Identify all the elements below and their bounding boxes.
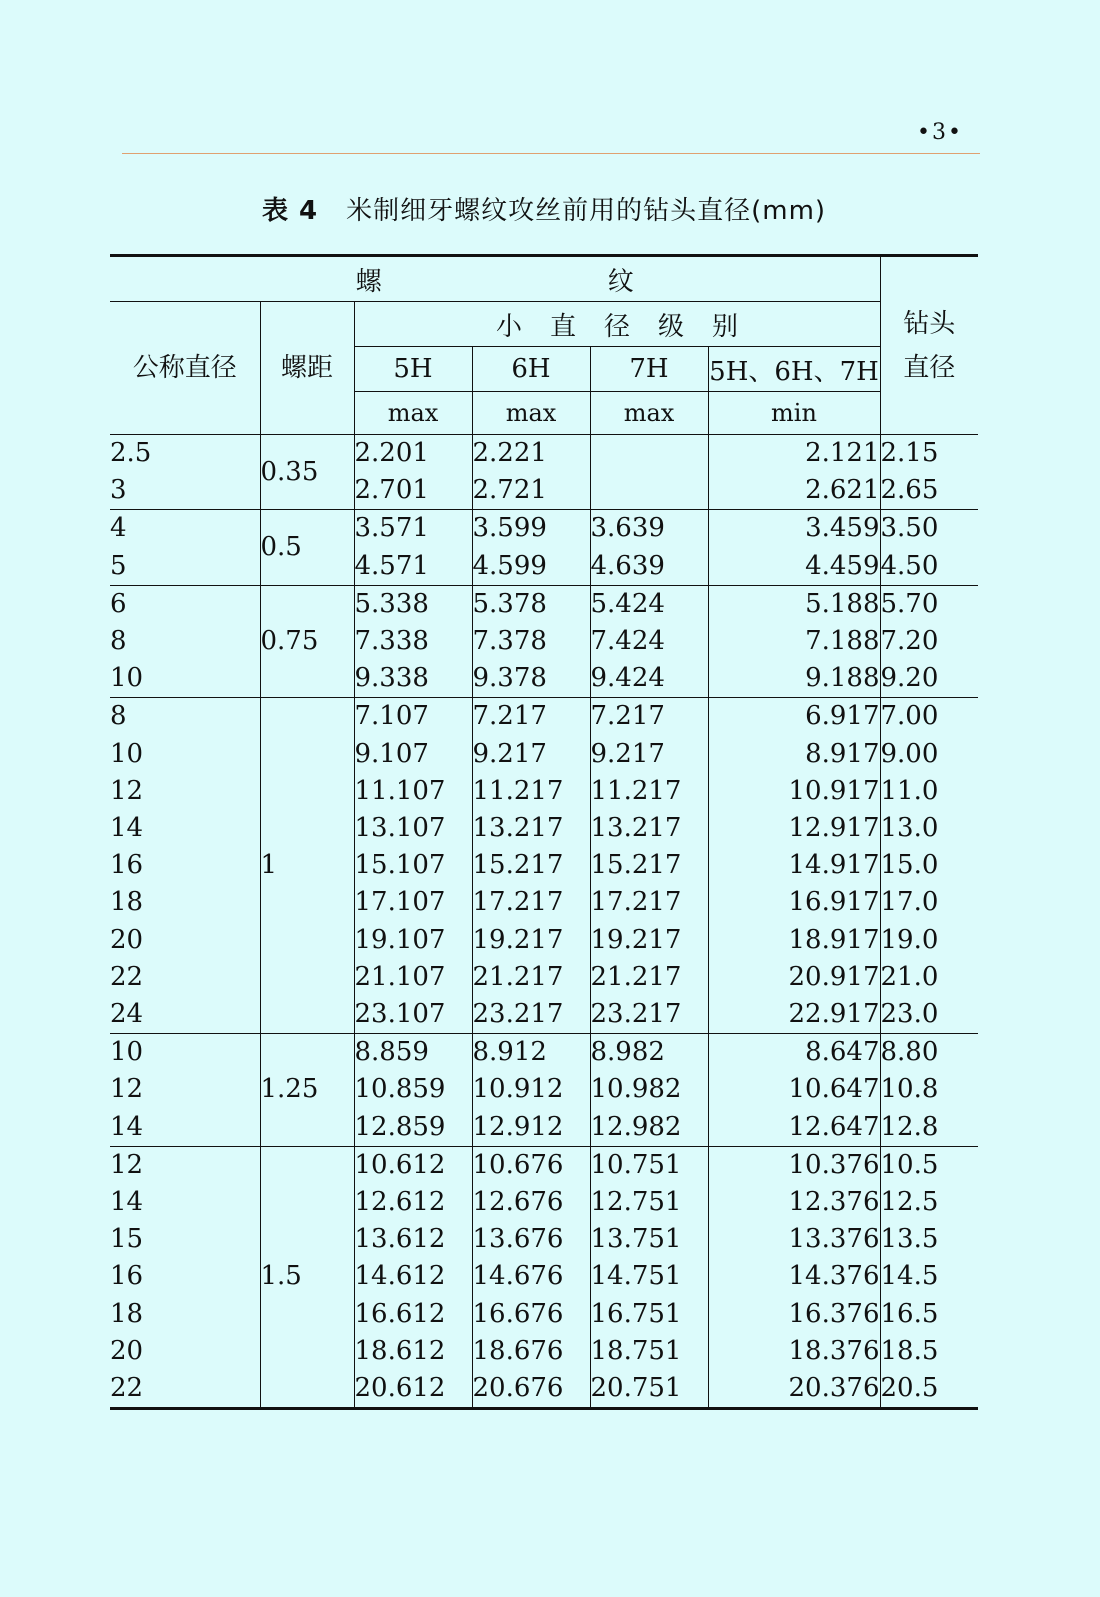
nominal-cell: 10 bbox=[110, 660, 260, 698]
grade-7h-cell: 18.751 bbox=[590, 1333, 708, 1370]
grade-7h-cell: 8.982 bbox=[590, 1034, 708, 1072]
grade-7h-cell: 12.751 bbox=[590, 1184, 708, 1221]
grade-5h-cell: 11.107 bbox=[354, 773, 472, 810]
table-row bbox=[110, 510, 978, 548]
drill-cell: 16.5 bbox=[880, 1296, 978, 1333]
table-row bbox=[110, 810, 978, 847]
pitch-group bbox=[110, 1146, 978, 1408]
min-cell: 12.917 bbox=[708, 810, 880, 847]
min-cell: 20.917 bbox=[708, 959, 880, 996]
grade-6h-cell: 5.378 bbox=[472, 585, 590, 623]
drill-cell: 7.20 bbox=[880, 623, 978, 660]
drill-cell: 10.5 bbox=[880, 1146, 978, 1184]
pitch-cell: 1.5 bbox=[260, 1146, 354, 1408]
limit-all-min: min bbox=[708, 392, 880, 435]
grade-6h-cell: 2.721 bbox=[472, 472, 590, 510]
nominal-cell: 14 bbox=[110, 810, 260, 847]
grade-5h-cell: 5.338 bbox=[354, 585, 472, 623]
grade-5h-cell: 9.338 bbox=[354, 660, 472, 698]
min-cell: 3.459 bbox=[708, 510, 880, 548]
pitch-cell: 1 bbox=[260, 698, 354, 1034]
table-row bbox=[110, 435, 978, 473]
table-row bbox=[110, 884, 978, 921]
nominal-cell: 20 bbox=[110, 1333, 260, 1370]
pitch-group bbox=[110, 698, 978, 1034]
drill-cell: 13.0 bbox=[880, 810, 978, 847]
min-cell: 4.459 bbox=[708, 548, 880, 586]
table-row bbox=[110, 1109, 978, 1147]
pitch-cell: 0.5 bbox=[260, 510, 354, 585]
drill-cell: 12.5 bbox=[880, 1184, 978, 1221]
min-cell: 10.376 bbox=[708, 1146, 880, 1184]
grade-6h-cell: 8.912 bbox=[472, 1034, 590, 1072]
grade-7h-cell: 13.751 bbox=[590, 1221, 708, 1258]
grade-5h-cell: 19.107 bbox=[354, 922, 472, 959]
nominal-cell: 10 bbox=[110, 1034, 260, 1072]
nominal-cell: 2.5 bbox=[110, 435, 260, 473]
grade-5h-cell: 16.612 bbox=[354, 1296, 472, 1333]
table-row bbox=[110, 698, 978, 736]
grade-5h-cell: 12.612 bbox=[354, 1184, 472, 1221]
drill-cell: 4.50 bbox=[880, 548, 978, 586]
table-row bbox=[110, 585, 978, 623]
nominal-cell: 18 bbox=[110, 884, 260, 921]
grade-5h-cell: 18.612 bbox=[354, 1333, 472, 1370]
min-cell: 16.917 bbox=[708, 884, 880, 921]
pitch-cell: 0.75 bbox=[260, 585, 354, 698]
grade-6h-cell: 2.221 bbox=[472, 435, 590, 473]
min-cell: 5.188 bbox=[708, 585, 880, 623]
grade-7h-cell bbox=[590, 472, 708, 510]
grade-7h-cell: 5.424 bbox=[590, 585, 708, 623]
table-number: 表 4 bbox=[261, 196, 319, 226]
grade-5h-cell: 8.859 bbox=[354, 1034, 472, 1072]
nominal-cell: 18 bbox=[110, 1296, 260, 1333]
nominal-cell: 15 bbox=[110, 1221, 260, 1258]
nominal-cell: 3 bbox=[110, 472, 260, 510]
table-row bbox=[110, 773, 978, 810]
table-row bbox=[110, 959, 978, 996]
grade-5h-cell: 20.612 bbox=[354, 1370, 472, 1409]
drill-cell: 5.70 bbox=[880, 585, 978, 623]
min-cell: 2.621 bbox=[708, 472, 880, 510]
thread-group-header bbox=[110, 256, 880, 302]
grade-5h-cell: 15.107 bbox=[354, 847, 472, 884]
pitch-group bbox=[110, 435, 978, 510]
table-row bbox=[110, 736, 978, 773]
grade-7h-cell: 4.639 bbox=[590, 548, 708, 586]
min-cell: 12.647 bbox=[708, 1109, 880, 1147]
nominal-cell: 8 bbox=[110, 623, 260, 660]
limit-6h-max: max bbox=[472, 392, 590, 435]
grade-6h-cell: 9.217 bbox=[472, 736, 590, 773]
min-cell: 16.376 bbox=[708, 1296, 880, 1333]
table-row bbox=[110, 472, 978, 510]
grade-7h-cell: 15.217 bbox=[590, 847, 708, 884]
nominal-cell: 12 bbox=[110, 1146, 260, 1184]
grade-5h-cell: 14.612 bbox=[354, 1258, 472, 1295]
grade-7h-cell: 7.217 bbox=[590, 698, 708, 736]
grade-6h-cell: 13.217 bbox=[472, 810, 590, 847]
drill-cell: 7.00 bbox=[880, 698, 978, 736]
nominal-cell: 14 bbox=[110, 1184, 260, 1221]
grade-6h-cell: 16.676 bbox=[472, 1296, 590, 1333]
grade-6h-cell: 21.217 bbox=[472, 959, 590, 996]
grade-7h-cell: 16.751 bbox=[590, 1296, 708, 1333]
table-row bbox=[110, 996, 978, 1034]
drill-cell: 8.80 bbox=[880, 1034, 978, 1072]
grade-7h-cell: 20.751 bbox=[590, 1370, 708, 1409]
grade-5h-cell: 3.571 bbox=[354, 510, 472, 548]
grade-5h-cell: 17.107 bbox=[354, 884, 472, 921]
table-row bbox=[110, 1370, 978, 1409]
table-row bbox=[110, 1333, 978, 1370]
grade-7h-cell: 12.982 bbox=[590, 1109, 708, 1147]
nominal-cell: 4 bbox=[110, 510, 260, 548]
min-cell: 10.917 bbox=[708, 773, 880, 810]
thread-group-char-1: 螺 bbox=[355, 266, 382, 297]
drill-cell: 10.8 bbox=[880, 1071, 978, 1108]
table-row bbox=[110, 922, 978, 959]
min-cell: 6.917 bbox=[708, 698, 880, 736]
pitch-group bbox=[110, 1034, 978, 1147]
pitch-group bbox=[110, 510, 978, 585]
grade-6h-cell: 9.378 bbox=[472, 660, 590, 698]
grade-5h-cell: 10.859 bbox=[354, 1071, 472, 1108]
limit-5h-max: max bbox=[354, 392, 472, 435]
nominal-cell: 8 bbox=[110, 698, 260, 736]
pitch-cell: 1.25 bbox=[260, 1034, 354, 1147]
grade-6h-cell: 10.676 bbox=[472, 1146, 590, 1184]
drill-cell: 3.50 bbox=[880, 510, 978, 548]
drill-cell: 21.0 bbox=[880, 959, 978, 996]
nominal-cell: 6 bbox=[110, 585, 260, 623]
drill-cell: 9.20 bbox=[880, 660, 978, 698]
drill-cell: 11.0 bbox=[880, 773, 978, 810]
header-rule bbox=[122, 153, 980, 154]
drill-cell: 17.0 bbox=[880, 884, 978, 921]
grade-7h-cell: 7.424 bbox=[590, 623, 708, 660]
grade-6h-cell: 11.217 bbox=[472, 773, 590, 810]
min-cell: 14.917 bbox=[708, 847, 880, 884]
nominal-cell: 22 bbox=[110, 959, 260, 996]
drill-cell: 2.65 bbox=[880, 472, 978, 510]
table-row bbox=[110, 660, 978, 698]
grade-5h-cell: 12.859 bbox=[354, 1109, 472, 1147]
table-row bbox=[110, 847, 978, 884]
grade-5h-header: 5H bbox=[354, 347, 472, 392]
grade-5h-cell: 9.107 bbox=[354, 736, 472, 773]
thread-group-char-2: 纹 bbox=[607, 266, 634, 297]
grade-7h-cell: 9.424 bbox=[590, 660, 708, 698]
grade-7h-cell: 17.217 bbox=[590, 884, 708, 921]
grade-7h-cell: 11.217 bbox=[590, 773, 708, 810]
table-row bbox=[110, 1296, 978, 1333]
grade-5h-cell: 13.612 bbox=[354, 1221, 472, 1258]
grade-6h-cell: 4.599 bbox=[472, 548, 590, 586]
grade-7h-cell: 10.982 bbox=[590, 1071, 708, 1108]
min-cell: 9.188 bbox=[708, 660, 880, 698]
grade-5h-cell: 7.338 bbox=[354, 623, 472, 660]
minor-diameter-grade-header bbox=[354, 302, 880, 347]
min-cell: 10.647 bbox=[708, 1071, 880, 1108]
grade-7h-cell: 19.217 bbox=[590, 922, 708, 959]
drill-cell: 15.0 bbox=[880, 847, 978, 884]
grade-char-3: 径 bbox=[603, 311, 630, 342]
grade-7h-cell: 9.217 bbox=[590, 736, 708, 773]
grade-6h-cell: 20.676 bbox=[472, 1370, 590, 1409]
grade-char-2: 直 bbox=[549, 311, 576, 342]
table-caption: 米制细牙螺纹攻丝前用的钻头直径(mm) bbox=[346, 196, 827, 226]
page-number: •3• bbox=[917, 120, 963, 145]
nominal-cell: 12 bbox=[110, 773, 260, 810]
nominal-cell: 16 bbox=[110, 847, 260, 884]
nominal-cell: 14 bbox=[110, 1109, 260, 1147]
grade-5h-cell: 4.571 bbox=[354, 548, 472, 586]
grade-char-5: 别 bbox=[712, 311, 739, 342]
grade-5h-cell: 10.612 bbox=[354, 1146, 472, 1184]
grade-5h-cell: 7.107 bbox=[354, 698, 472, 736]
min-cell: 7.188 bbox=[708, 623, 880, 660]
table-row bbox=[110, 1221, 978, 1258]
pitch-cell: 0.35 bbox=[260, 435, 354, 510]
table-row bbox=[110, 548, 978, 586]
grade-6h-cell: 19.217 bbox=[472, 922, 590, 959]
grade-6h-cell: 14.676 bbox=[472, 1258, 590, 1295]
table-row bbox=[110, 1146, 978, 1184]
grade-char-4: 级 bbox=[658, 311, 685, 342]
table-title bbox=[110, 190, 978, 227]
grade-6h-cell: 17.217 bbox=[472, 884, 590, 921]
drill-diameter-line-1: 钻头 bbox=[903, 308, 956, 339]
min-cell: 2.121 bbox=[708, 435, 880, 473]
grade-6h-cell: 12.912 bbox=[472, 1109, 590, 1147]
grade-5h-cell: 13.107 bbox=[354, 810, 472, 847]
min-cell: 20.376 bbox=[708, 1370, 880, 1409]
drill-cell: 13.5 bbox=[880, 1221, 978, 1258]
grade-5h-cell: 2.201 bbox=[354, 435, 472, 473]
grade-6h-cell: 12.676 bbox=[472, 1184, 590, 1221]
nominal-cell: 24 bbox=[110, 996, 260, 1034]
grade-6h-cell: 23.217 bbox=[472, 996, 590, 1034]
grade-6h-header: 6H bbox=[472, 347, 590, 392]
nominal-cell: 5 bbox=[110, 548, 260, 586]
drill-cell: 14.5 bbox=[880, 1258, 978, 1295]
nominal-diameter-header: 公称直径 bbox=[110, 302, 260, 435]
grade-6h-cell: 10.912 bbox=[472, 1071, 590, 1108]
pitch-group bbox=[110, 585, 978, 698]
drill-cell: 20.5 bbox=[880, 1370, 978, 1409]
drill-cell: 23.0 bbox=[880, 996, 978, 1034]
grade-6h-cell: 13.676 bbox=[472, 1221, 590, 1258]
grade-7h-cell: 10.751 bbox=[590, 1146, 708, 1184]
min-cell: 8.917 bbox=[708, 736, 880, 773]
grade-7h-cell: 21.217 bbox=[590, 959, 708, 996]
grade-6h-cell: 18.676 bbox=[472, 1333, 590, 1370]
table-row bbox=[110, 623, 978, 660]
min-cell: 14.376 bbox=[708, 1258, 880, 1295]
grade-5h-cell: 21.107 bbox=[354, 959, 472, 996]
limit-7h-max: max bbox=[590, 392, 708, 435]
min-cell: 8.647 bbox=[708, 1034, 880, 1072]
grade-7h-cell: 3.639 bbox=[590, 510, 708, 548]
grade-6h-cell: 3.599 bbox=[472, 510, 590, 548]
nominal-cell: 12 bbox=[110, 1071, 260, 1108]
pitch-header: 螺距 bbox=[260, 302, 354, 435]
drill-diameter-line-2: 直径 bbox=[903, 352, 956, 383]
drill-diameter-header bbox=[880, 256, 978, 435]
grade-5h-cell: 2.701 bbox=[354, 472, 472, 510]
min-cell: 12.376 bbox=[708, 1184, 880, 1221]
nominal-cell: 10 bbox=[110, 736, 260, 773]
table-row bbox=[110, 1184, 978, 1221]
drill-cell: 2.15 bbox=[880, 435, 978, 473]
min-cell: 18.917 bbox=[708, 922, 880, 959]
nominal-cell: 22 bbox=[110, 1370, 260, 1409]
grade-all-header: 5H、6H、7H bbox=[708, 347, 880, 392]
nominal-cell: 16 bbox=[110, 1258, 260, 1295]
grade-7h-cell: 13.217 bbox=[590, 810, 708, 847]
grade-7h-cell: 23.217 bbox=[590, 996, 708, 1034]
grade-5h-cell: 23.107 bbox=[354, 996, 472, 1034]
table-row bbox=[110, 1071, 978, 1108]
grade-6h-cell: 7.378 bbox=[472, 623, 590, 660]
grade-6h-cell: 7.217 bbox=[472, 698, 590, 736]
grade-6h-cell: 15.217 bbox=[472, 847, 590, 884]
drill-diameter-table bbox=[110, 254, 978, 1410]
drill-cell: 12.8 bbox=[880, 1109, 978, 1147]
nominal-cell: 20 bbox=[110, 922, 260, 959]
table-header bbox=[110, 256, 978, 435]
grade-7h-header: 7H bbox=[590, 347, 708, 392]
drill-cell: 9.00 bbox=[880, 736, 978, 773]
grade-7h-cell: 14.751 bbox=[590, 1258, 708, 1295]
min-cell: 13.376 bbox=[708, 1221, 880, 1258]
table-row bbox=[110, 1034, 978, 1072]
min-cell: 18.376 bbox=[708, 1333, 880, 1370]
drill-cell: 19.0 bbox=[880, 922, 978, 959]
grade-char-1: 小 bbox=[495, 311, 522, 342]
min-cell: 22.917 bbox=[708, 996, 880, 1034]
grade-7h-cell bbox=[590, 435, 708, 473]
table-row bbox=[110, 1258, 978, 1295]
drill-cell: 18.5 bbox=[880, 1333, 978, 1370]
